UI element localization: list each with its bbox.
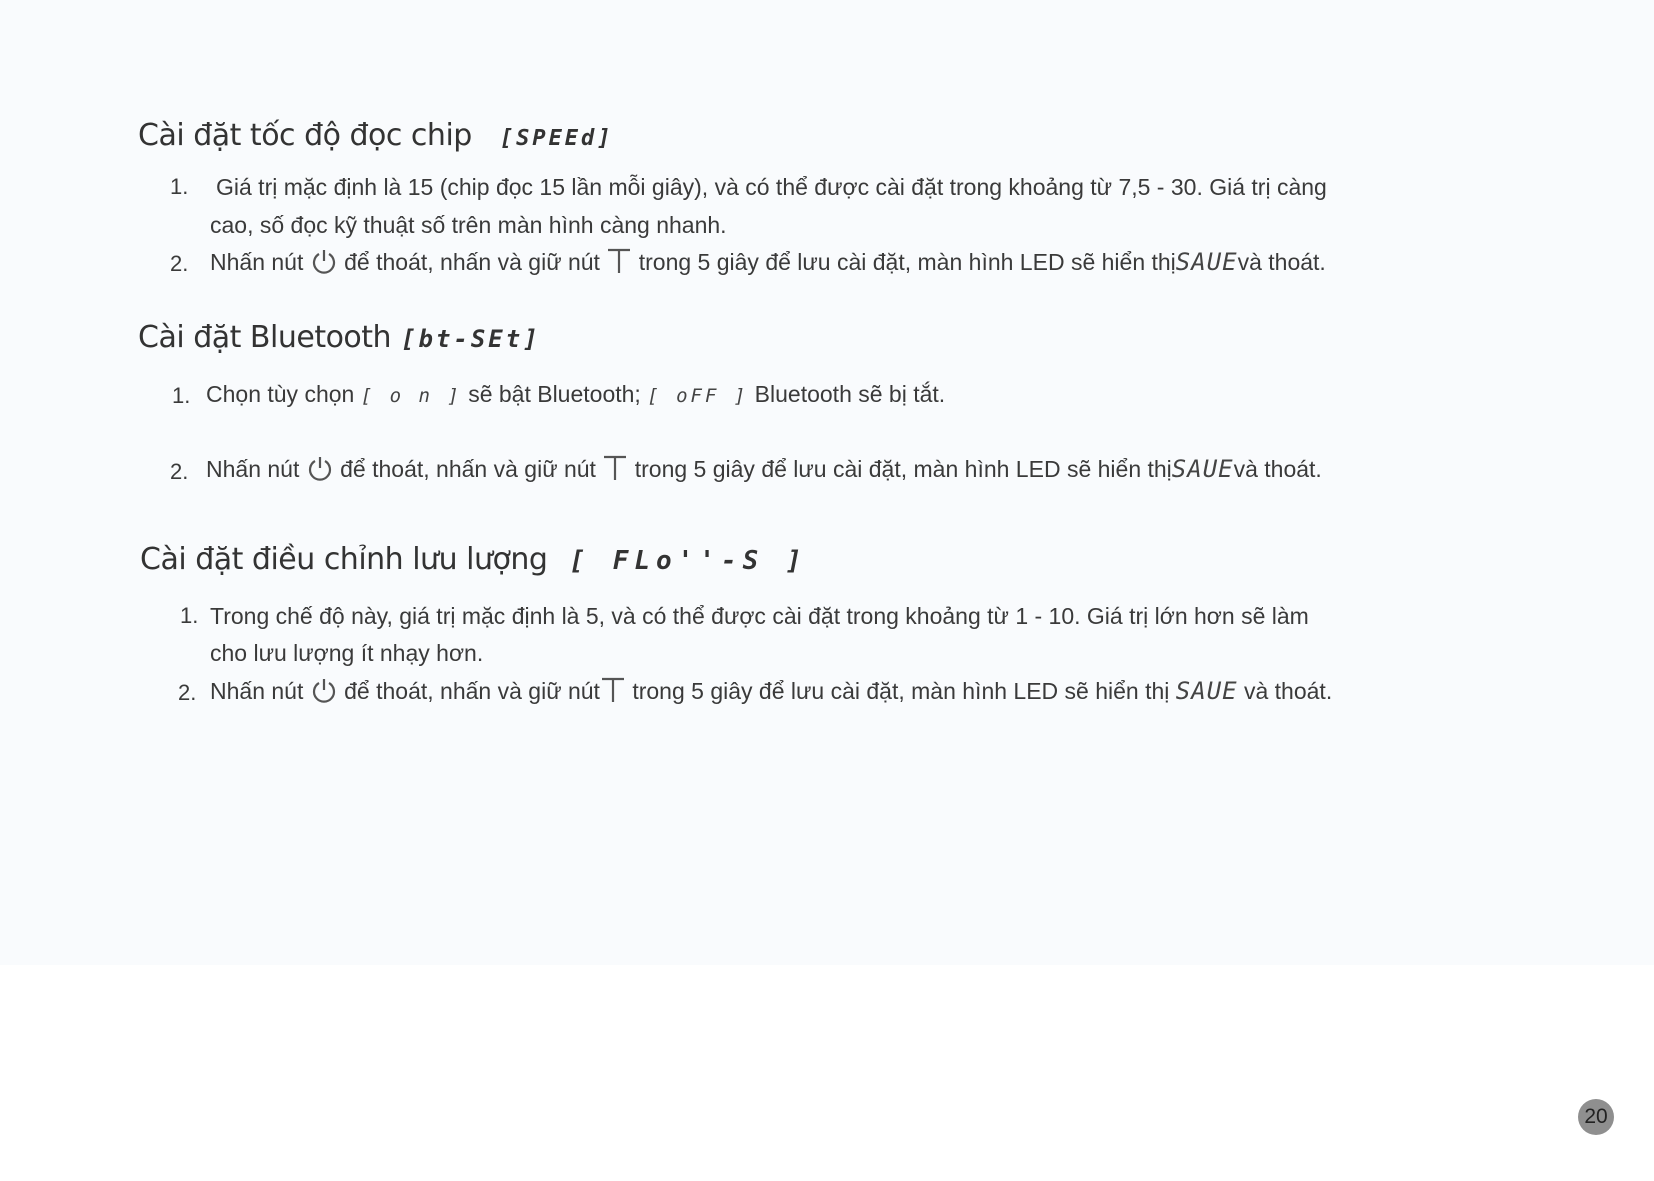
item-text: trong 5 giây để lưu cài đặt, màn hình LED sẽ hiển thị — [632, 678, 1170, 704]
item-text: Nhấn nút — [210, 249, 304, 275]
led-save-text: SAUE — [1175, 677, 1238, 705]
item-text: sẽ bật Bluetooth; — [468, 381, 641, 407]
section-heading-speed — [138, 118, 614, 153]
item-line: cho lưu lượng ít nhạy hơn. — [210, 640, 484, 666]
led-save-text: SAUE — [1171, 455, 1234, 483]
power-icon — [306, 454, 334, 493]
item-text: để thoát, nhấn và giữ nút — [344, 678, 600, 704]
led-off-text: [ oFF ] — [647, 385, 749, 407]
led-save-text: SAUE — [1175, 248, 1238, 276]
list-item-text — [210, 243, 1326, 286]
list-item-text — [206, 375, 945, 415]
item-text: trong 5 giây để lưu cài đặt, màn hình LED sẽ hiển thị — [638, 249, 1176, 275]
t-button-icon — [602, 454, 628, 493]
item-text: để thoát, nhấn và giữ nút — [340, 456, 596, 482]
item-text: Bluetooth sẽ bị tắt. — [754, 381, 946, 407]
item-text: Nhấn nút — [206, 456, 300, 482]
led-code-speed: [SPEEd] — [499, 126, 614, 151]
list-number: 2. — [178, 680, 197, 705]
power-icon — [310, 676, 338, 715]
list-item-text — [216, 168, 1327, 206]
item-text: để thoát, nhấn và giữ nút — [344, 249, 600, 275]
heading-text: Cài đặt Bluetooth — [138, 320, 392, 355]
item-text: và thoát. — [1237, 249, 1326, 275]
list-item-text — [210, 634, 483, 672]
list-item-text — [210, 206, 727, 244]
list-number: 1. — [172, 383, 191, 408]
t-button-icon — [606, 247, 632, 286]
item-line: cao, số đọc kỹ thuật số trên màn hình càng nhanh. — [210, 212, 727, 238]
list-item-text — [210, 672, 1332, 715]
led-code-bluetooth: [bt-SEt] — [401, 325, 541, 353]
item-text: và thoát. — [1233, 456, 1322, 482]
led-code-flow: [ FLo''-S ] — [569, 546, 808, 576]
list-number: 1. — [170, 174, 189, 199]
list-number: 2. — [170, 251, 189, 276]
led-on-text: [ o n ] — [360, 385, 462, 407]
heading-text: Cài đặt tốc độ đọc chip — [138, 118, 472, 153]
page-number-badge: 20 — [1578, 1099, 1614, 1135]
heading-text: Cài đặt điều chỉnh lưu lượng — [140, 542, 548, 577]
list-number: 2. — [170, 459, 189, 484]
list-item-text — [210, 597, 1309, 635]
item-text: Nhấn nút — [210, 678, 304, 704]
power-icon — [310, 247, 338, 286]
section-heading-flow — [140, 542, 808, 577]
list-number: 1. — [180, 603, 199, 628]
item-text: trong 5 giây để lưu cài đặt, màn hình LED sẽ hiển thị — [634, 456, 1172, 482]
t-button-icon — [600, 676, 626, 715]
section-heading-bluetooth — [138, 320, 541, 355]
list-item-text — [206, 450, 1322, 493]
item-line: Trong chế độ này, giá trị mặc định là 5, và có thể được cài đặt trong khoảng từ 1 - 10. Giá trị lớn hơn sẽ làm — [210, 603, 1309, 629]
item-line: Giá trị mặc định là 15 (chip đọc 15 lần mỗi giây), và có thể được cài đặt trong khoảng từ 7,5 - 30. Giá trị càng — [216, 174, 1327, 200]
item-text: Chọn tùy chọn — [206, 381, 355, 407]
item-text: và thoát. — [1243, 678, 1333, 704]
